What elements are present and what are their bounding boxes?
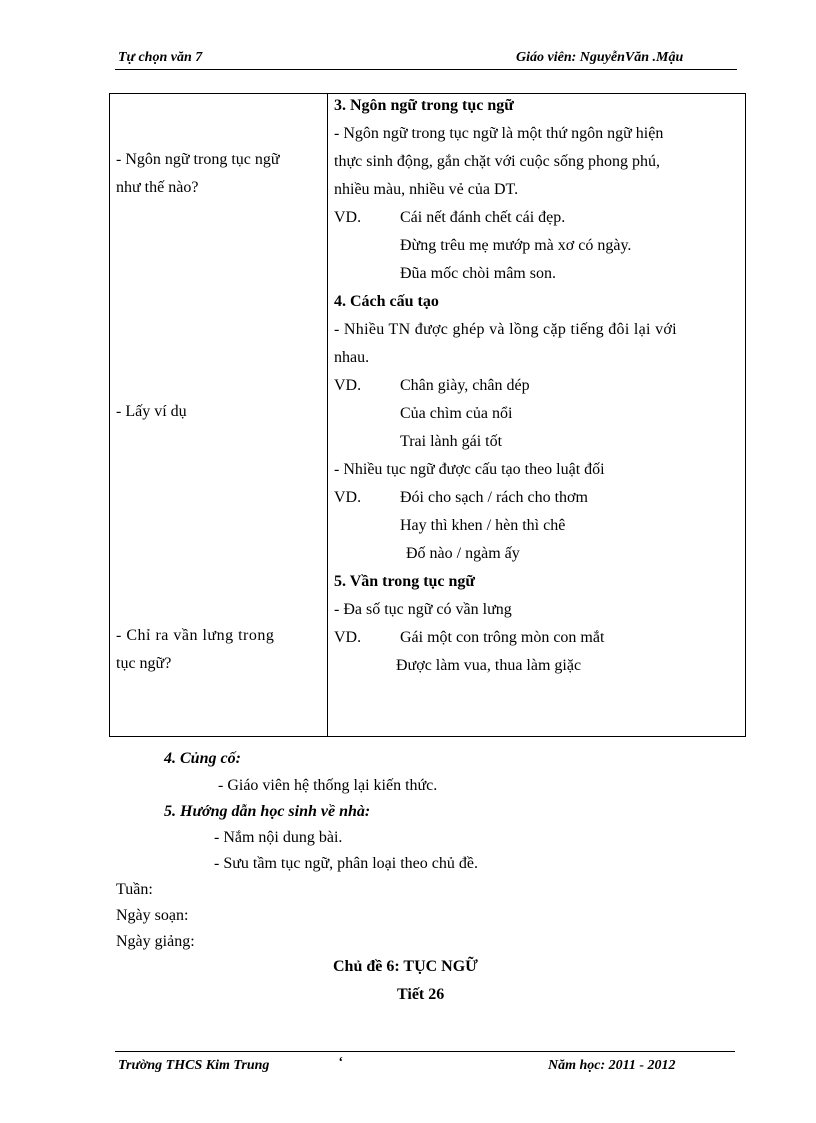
cungco-line: - Giáo viên hệ thống lại kiến thức.	[218, 777, 438, 794]
ngay-soan-label: Ngày soạn:	[116, 907, 189, 924]
sec3-line-1: - Ngôn ngữ trong tục ngữ là một thứ ngôn ngữ hiện	[334, 125, 664, 142]
header-right: Giáo viên: NguyễnVăn .Mậu	[516, 50, 684, 65]
sec3-example-3: Đũa mốc chòi mâm son.	[400, 265, 556, 282]
sec4-example-5: Hay thì khen / hèn thì chê	[400, 517, 566, 534]
sec4-line-1: - Nhiều TN được ghép và lồng cặp tiếng đôi lại với	[334, 321, 677, 338]
sec4-example-6: Đố nào / ngàm ấy	[406, 545, 520, 562]
question-2: - Lấy ví dụ	[116, 403, 187, 420]
topic-title: Chủ đề 6: TỤC NGỮ	[333, 958, 478, 975]
question-1a: - Ngôn ngữ trong tục ngữ	[116, 151, 280, 168]
content-column	[328, 94, 746, 737]
sec4-line-2: nhau.	[334, 349, 370, 366]
sec4-title: 4. Cách cấu tạo	[334, 293, 439, 310]
sec4-vd-2: VD.	[334, 489, 362, 506]
question-3b: tục ngữ?	[116, 655, 172, 672]
sec4-example-3: Trai lành gái tốt	[400, 433, 503, 450]
questions-column	[110, 94, 328, 737]
ngay-giang-label: Ngày giảng:	[116, 933, 195, 950]
sec3-title: 3. Ngôn ngữ trong tục ngữ	[334, 97, 514, 114]
huongdan-line-1: - Nắm nội dung bài.	[214, 829, 343, 846]
huongdan-line-2: - Sưu tầm tục ngữ, phân loại theo chủ đề.	[214, 855, 478, 872]
sec4-example-4: Đói cho sạch / rách cho thơm	[400, 489, 588, 506]
header-left: Tự chọn văn 7	[118, 50, 203, 65]
lesson-number: Tiết 26	[397, 986, 445, 1003]
cungco-title: 4. Củng cố:	[164, 750, 241, 767]
footer-rule	[115, 1051, 735, 1052]
sec5-title: 5. Vần trong tục ngữ	[334, 573, 476, 590]
sec4-line-3: - Nhiều tục ngữ được cấu tạo theo luật đối	[334, 461, 605, 478]
sec3-line-3: nhiều màu, nhiều vẻ của DT.	[334, 181, 519, 198]
footer-right: Năm học: 2011 - 2012	[548, 1058, 676, 1073]
sec3-vd: VD.	[334, 209, 362, 226]
sec3-example-2: Đừng trêu mẹ mướp mà xơ có ngày.	[400, 237, 632, 254]
question-1b: như thế nào?	[116, 179, 199, 196]
footer-mark: ‘	[338, 1055, 343, 1070]
sec4-example-2: Của chìm của nổi	[400, 405, 513, 422]
footer-left: Trường THCS Kim Trung	[118, 1058, 270, 1073]
huongdan-title: 5. Hướng dẫn học sinh về nhà:	[164, 803, 371, 820]
sec3-example-1: Cái nết đánh chết cái đẹp.	[400, 209, 566, 226]
sec4-vd-1: VD.	[334, 377, 362, 394]
sec5-example-1: Gái một con trông mòn con mắt	[400, 629, 605, 646]
sec4-example-1: Chân giày, chân dép	[400, 377, 530, 394]
tuan-label: Tuần:	[116, 881, 153, 898]
sec5-example-2: Được làm vua, thua làm giặc	[396, 657, 582, 674]
sec5-vd: VD.	[334, 629, 362, 646]
question-3a: - Chỉ ra vần lưng trong	[116, 627, 275, 644]
sec5-line: - Đa số tục ngữ có vần lưng	[334, 601, 512, 618]
sec3-line-2: thực sinh động, gắn chặt với cuộc sống phong phú,	[334, 153, 660, 170]
lesson-table	[109, 93, 746, 737]
header-rule	[115, 69, 737, 70]
